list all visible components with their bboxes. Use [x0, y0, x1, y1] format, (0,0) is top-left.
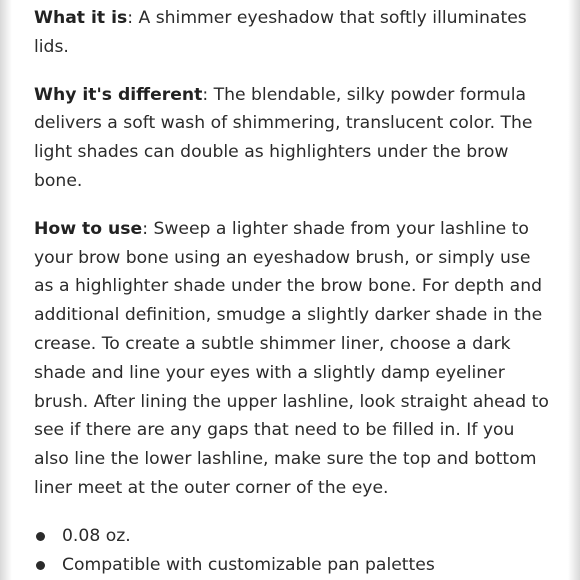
why-different-paragraph — [34, 81, 554, 196]
bullet-dot-icon — [36, 532, 45, 541]
list-item — [34, 522, 554, 551]
why-different-text: : The blendable, silky powder formula delivers a soft wash of shimmering, translucent color. The light shades can double as highlighters under the brow bone. — [34, 84, 533, 191]
list-item-text: 0.08 oz. — [62, 525, 131, 546]
why-different-heading: Why it's different — [34, 84, 203, 105]
how-to-use-heading: How to use — [34, 218, 143, 239]
what-it-is-paragraph — [34, 4, 554, 62]
how-to-use-text: : Sweep a lighter shade from your lashline to your brow bone using an eyeshadow brush, or simply use as a highlighter shade under the brow bone. For depth and additional definition, smudge a slightly darker shade in the crease. To create a subtle shimmer liner, choose a dark shade and line your eyes with a slightly damp eyeliner brush. After lining the upper lashline, look straight ahead to see if there are any gaps that need to be filled in. If you also line the lower lashline, make sure the top and bottom liner meet at the outer corner of the eye. — [34, 218, 549, 498]
how-to-use-paragraph — [34, 215, 554, 503]
what-it-is-text: : A shimmer eyeshadow that softly illuminates lids. — [34, 8, 527, 57]
what-it-is-heading: What it is — [34, 8, 128, 28]
right-edge-shadow — [568, 0, 580, 580]
feature-list — [34, 522, 554, 580]
left-edge-shadow — [0, 0, 12, 580]
bullet-dot-icon — [36, 561, 45, 570]
product-description — [34, 4, 554, 579]
list-item — [34, 551, 554, 580]
list-item-text: Compatible with customizable pan palettes — [62, 554, 435, 575]
